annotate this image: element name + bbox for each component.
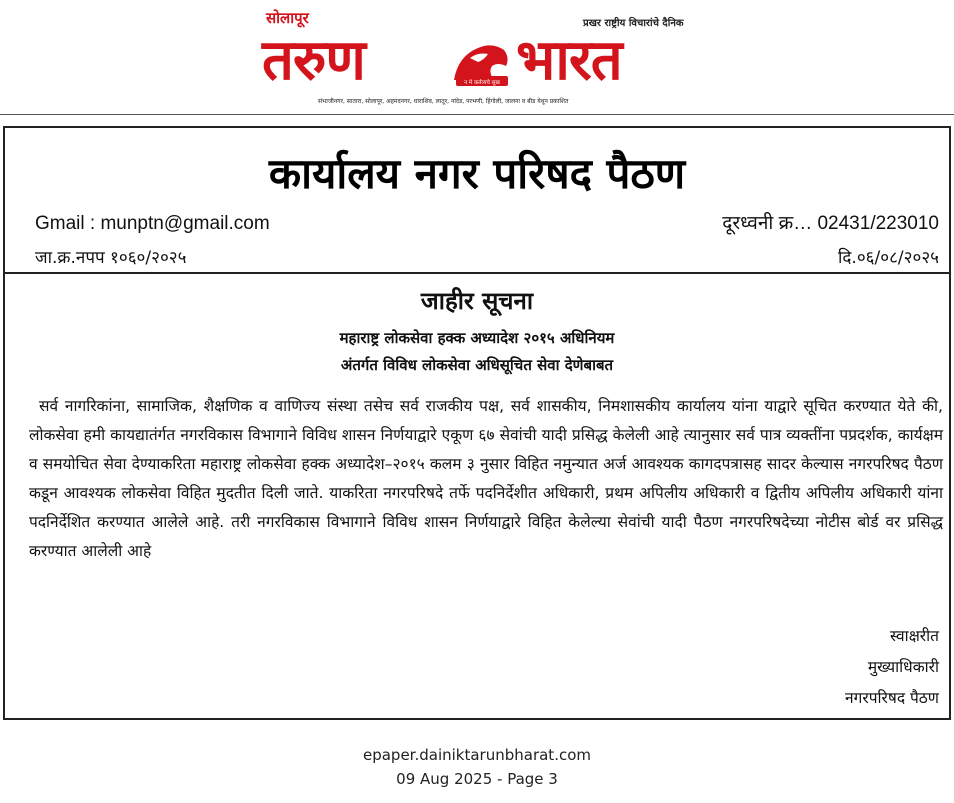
- notice-divider: [5, 272, 949, 274]
- signature-line-2: मुख्याधिकारी: [867, 658, 939, 676]
- notice-heading: जाहीर सूचना: [420, 287, 534, 315]
- newspaper-masthead: [0, 0, 954, 116]
- reference-number: जा.क्र.नपप १०६०/२०२५: [35, 248, 187, 268]
- signature-line-3: नगरपरिषद पैठण: [845, 689, 939, 707]
- masthead-editions: संभाजीनगर, सातारा, सोलापूर, अहमदनगर, धाराशिव, लातूर, नांदेड, परभणी, हिंगोली, जालना व बीड येथून प्रकाशित: [318, 98, 569, 105]
- signature-line-1: स्वाक्षरीत: [890, 627, 939, 645]
- contact-phone: दूरध्वनी क्र… 02431/223010: [722, 213, 939, 234]
- masthead-tagline: प्रखर राष्ट्रीय विचारांचे दैनिक: [583, 18, 684, 29]
- lion-emblem-icon: [448, 36, 514, 90]
- notice-subheading-1: महाराष्ट्र लोकसेवा हक्क अध्यादेश २०१५ अधिनियम: [339, 329, 615, 347]
- public-notice-box: [3, 126, 951, 720]
- epaper-url: epaper.dainiktarunbharat.com: [362, 746, 591, 764]
- contact-email: Gmail : munptn@gmail.com: [35, 213, 270, 234]
- page-info: 09 Aug 2025 - Page 3: [396, 770, 558, 788]
- masthead-name-right: भारत: [516, 28, 622, 93]
- masthead-name-left: तरुण: [262, 28, 365, 93]
- masthead-divider: [0, 114, 954, 115]
- notice-date: दि.०६/०८/२०२५: [837, 248, 939, 268]
- notice-subheading-2: अंतर्गत विविध लोकसेवा अधिसूचित सेवा देणेबाबत: [340, 356, 614, 374]
- notice-body: सर्व नागरिकांना, सामाजिक, शैक्षणिक व वाणिज्य संस्था तसेच सर्व राजकीय पक्ष, सर्व शासकीय, निमशासकीय कार्यालय यांना याद्वारे सूचित करण्यात येते की, लोकसेवा हमी कायद्यातंर्गत नगरविकास विभागाने विविध शासन निर्णयाद्वारे एकूण ६७ सेवांची यादी प्रसिद्ध केलेली आहे त्यानुसार सर्व पात्र व्यक्तींना पप्रदर्शक, कार्यक्षम व समयोचित सेवा देण्याकरिता महाराष्ट्र लोकसेवा हक्क अध्यादेश–२०१५ कलम ३ नुसार विहित नमुन्यात अर्ज आवश्यक कागदपत्रासह सादर केल्यास नगरपरिषद पैठण कडून आवश्यक लोकसेवा विहित मुदतीत दिली जाते. याकरिता नगरपरिषदे तर्फे पदनिर्देशीत अधिकारी, प्रथम अपिलीय अधिकारी व द्वितीय अपिलीय अधिकारी यांना पदनिर्देशित करण्यात आलेले आहे. तरी नगरविकास विभागाने विविध शासन निर्णयाद्वारे विहित केलेल्या सेवांची यादी पैठण नगरपरिषदेच्या नोटीस बोर्ड वर प्रसिद्ध करण्यात आलेली आहे: [29, 397, 943, 560]
- masthead-city: सोलापूर: [266, 9, 309, 27]
- emblem-text: न मे कर्तव्यचे सुख: [464, 80, 500, 86]
- office-title: कार्यालय नगर परिषद पैठण: [268, 149, 686, 198]
